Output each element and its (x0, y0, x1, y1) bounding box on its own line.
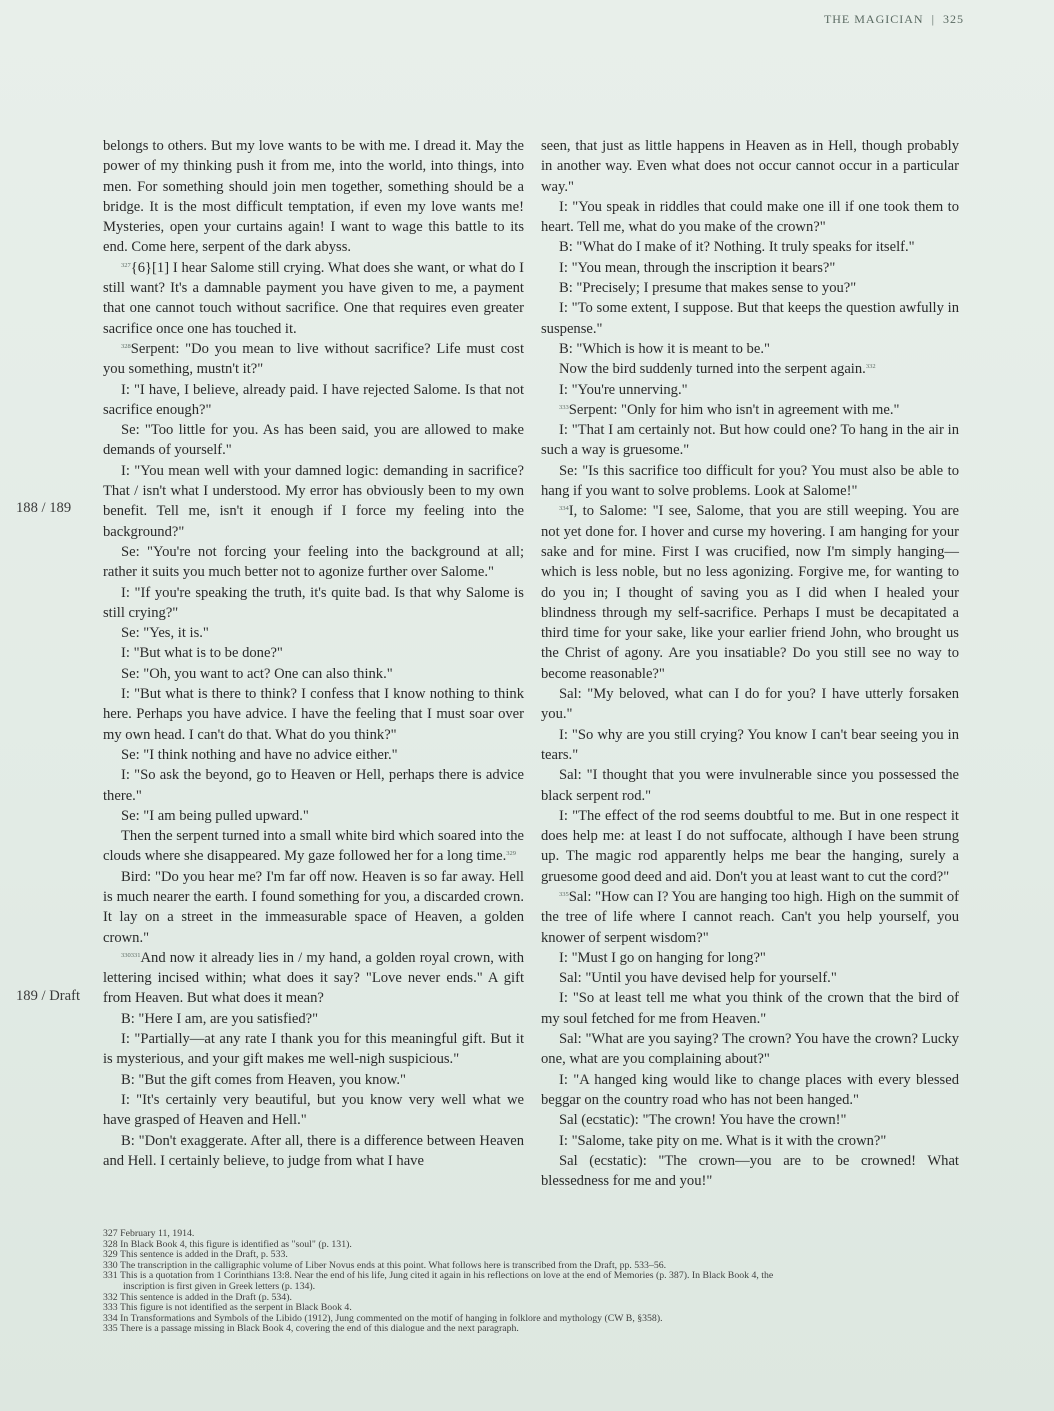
footnote-mark: 329 (506, 850, 516, 858)
paragraph: $^{335}$Sal: "How can I? You are hanging too high. High on the summit of the tree of life where I cannot reach. Can't you help yourself, you knower of serpent wisdom?" (541, 888, 959, 946)
paragraph: I: "Must I go on hanging for long?" (559, 949, 766, 966)
paragraph: I: "To some extent, I suppose. But that keeps the question awfully in suspense." (541, 300, 959, 337)
paragraph: I: "Partially—at any rate I thank you for this meaningful gift. But it is mysterious, and your gift makes me well-nigh suspicious." (103, 1031, 524, 1068)
paragraph: Sal: "I thought that you were invulnerable since you possessed the black serpent rod." (541, 767, 959, 804)
paragraph: I: "If you're speaking the truth, it's quite bad. Is that why Salome is still crying?" (103, 584, 524, 621)
footnote: 327 February 11, 1914. (103, 1228, 195, 1239)
paragraph: I: "But what is there to think? I confess that I know nothing to think here. Perhaps you have advice. I have the feeling that I must soar over my own head. I can't do that. What do you think?" (103, 686, 524, 743)
paragraph: Sal (ecstatic): "The crown! You have the crown!" (559, 1112, 847, 1129)
footnote: 331 This is a quotation from 1 Corinthians 13:8. Near the end of his life, Jung cited it again in his reflections on love at the end of Memories (p. 387). In Black Book 4, the (103, 1270, 774, 1282)
footnote: 334 In Transformations and Symbols of the Libido (1912), Jung commented on the motif of hanging in folklore and mythology (CW B, §358). (103, 1312, 663, 1324)
paragraph: I: "So at least tell me what you think of the crown that the bird of my soul fetched for me from Heaven." (541, 990, 959, 1027)
footnotes (103, 1229, 963, 1335)
paragraph: B: "What do I make of it? Nothing. It truly speaks for itself." (559, 239, 915, 256)
footnote: 329 This sentence is added in the Draft, p. 533. (103, 1249, 288, 1261)
paragraph: Se: "Yes, it is." (121, 625, 209, 642)
paragraph: I: "You speak in riddles that could make one ill if one took them to heart. Tell me, what do you make of the crown?" (541, 198, 959, 236)
paragraph: Se: "I think nothing and have no advice either." (121, 746, 398, 763)
right-text-column (541, 136, 959, 1191)
paragraph: Sal: "My beloved, what can I do for you? I have utterly forsaken you." (541, 686, 959, 723)
footnote: 333 This figure is not identified as the serpent in Black Book 4. (103, 1302, 352, 1314)
footnote-mark: 334 (559, 505, 569, 513)
paragraph: belongs to others. But my love wants to be with me. I dread it. May the power of my thinking push it from me, into the world, into things, into men. For something should join men together, something should be a bridge. It is the most difficult temptation, if even my love wants me! Mysteries, open your curtains again! I want to wage this battle to its end. Come here, serpent of the dark abyss. (103, 138, 524, 256)
paragraph: Now the bird suddenly turned into the serpent again.$^{332}$ (559, 361, 876, 378)
header-separator: | (931, 12, 935, 26)
running-header (824, 12, 964, 27)
paragraph: Se: "You're not forcing your feeling into the background at all; rather it suits you much better not to agonize further over Salome." (103, 543, 524, 581)
paragraph: B: "Here I am, are you satisfied?" (121, 1010, 319, 1027)
margin-page-reference: 188 / 189 (16, 500, 72, 516)
paragraph: I: "It's certainly very beautiful, but you know very well what we have grasped of Heaven and Hell." (103, 1091, 524, 1129)
footnote-mark: 327 (121, 261, 131, 269)
footnote-continuation: inscription is first given in Greek letters (p. 134). (123, 1280, 316, 1292)
footnote-mark: 335 (559, 890, 569, 898)
paragraph: B: "But the gift comes from Heaven, you know." (121, 1071, 406, 1088)
paragraph: I: "The effect of the rod seems doubtful to me. But in one respect it does help me: at least I do not suffocate, although I have been strung up. The magic rod apparently helps me bear the hanging, surely a gruesome good deed and aid. Don't you at least want to cut the cord?" (541, 807, 959, 885)
paragraph: Sal (ecstatic): "The crown—you are to be crowned! What blessedness for me and you!" (541, 1152, 959, 1190)
paragraph: $^{328}$Serpent: "Do you mean to live without sacrifice? Life must cost you something, mustn't it?" (103, 340, 524, 378)
paragraph: I: "So why are you still crying? You know I can't bear seeing you in tears." (541, 726, 959, 763)
paragraph: $^{334}$I, to Salome: "I see, Salome, that you are still weeping. You are not yet done for. I hover and curse my hovering. I am hanging for your sake and for mine. First I was crucified, now I'm simply hanging—which is less noble, but no less agonizing. Forgive me, for wanting to do you in; I thought of saving you as I did when I healed your blindness through my self-sacrifice. Perhaps I must be decapitated a third time for your sake, like your earlier friend John, who brought us the Christ of agony. Are you insatiable? Do you still see no way to become reasonable?" (541, 503, 959, 682)
paragraph: Sal: "What are you saying? The crown? You have the crown? Lucky one, what are you complaining about?" (541, 1031, 959, 1068)
paragraph: B: "Precisely; I presume that makes sense to you?" (559, 280, 857, 297)
paragraph: $^{327}${6}[1] I hear Salome still crying. What does she want, or what do I still want? It's a damnable payment you have given to me, a payment that one cannot touch without sacrifice. One that requires even greater sacrifice once one has touched it. (103, 259, 524, 337)
footnote-mark: 330 (121, 951, 131, 959)
page-number: 325 (943, 12, 964, 26)
paragraph: I: "You mean, through the inscription it bears?" (559, 259, 836, 276)
paragraph: I: "You're unnerving." (559, 381, 688, 398)
paragraph: B: "Which is how it is meant to be." (559, 340, 770, 357)
paragraph: I: "That I am certainly not. But how could one? To hang in the air in such a way is gruesome." (541, 422, 959, 459)
footnote-mark: 331 (130, 951, 141, 959)
paragraph: Then the serpent turned into a small white bird which soared into the clouds where she disappeared. My gaze followed her for a long time.$^{329}$ (103, 828, 524, 865)
paragraph: $^{330331}$And now it already lies in / my hand, a golden royal crown, with lettering incised within; what does it say? "Love never ends." A gift from Heaven. But what does it mean? (103, 949, 524, 1007)
paragraph: Se: "Oh, you want to act? One can also think." (121, 665, 393, 682)
footnote-mark: 332 (865, 363, 876, 371)
paragraph: I: "You mean well with your damned logic: demanding in sacrifice? That / isn't what I understood. My error has obviously been to my own benefit. Tell me, isn't it enough if I force my feeling into the background?" (103, 462, 524, 540)
paragraph: I: "But what is to be done?" (121, 645, 283, 662)
paragraph: I: "Salome, take pity on me. What is it with the crown?" (559, 1132, 887, 1149)
paragraph: Bird: "Do you hear me? I'm far off now. Heaven is so far away. Hell is much nearer the earth. I found something for you, a discarded crown. It lay on a street in the immeasurable space of Heaven, a golden crown." (103, 868, 524, 946)
margin-page-reference: 189 / Draft (16, 988, 81, 1004)
footnote: 328 In Black Book 4, this figure is identified as "soul" (p. 131). (103, 1238, 352, 1250)
footnote-mark: 333 (559, 403, 569, 411)
chapter-title: THE MAGICIAN (823, 12, 924, 26)
paragraph: Se: "I am being pulled upward." (121, 807, 309, 824)
left-text-column (103, 136, 524, 1171)
paragraph: Se: "Too little for you. As has been said, you are allowed to make demands of yourself." (103, 422, 524, 459)
paragraph: B: "Don't exaggerate. After all, there is a difference between Heaven and Hell. I certainly believe, to judge from what I have (103, 1132, 524, 1169)
footnote: 335 There is a passage missing in Black Book 4, covering the end of this dialogue and the next paragraph. (103, 1323, 519, 1335)
paragraph: I: "A hanged king would like to change places with every blessed beggar on the country road who has not been hanged." (541, 1071, 959, 1108)
paragraph: Sal: "Until you have devised help for yourself." (559, 970, 837, 987)
paragraph: Se: "Is this sacrifice too difficult for you? You must also be able to hang if you want to solve problems. Look at Salome!" (541, 462, 959, 500)
paragraph: seen, that just as little happens in Heaven as in Hell, though probably in another way. Even what does not occur cannot occur in a particular way." (541, 138, 959, 195)
footnote-mark: 328 (121, 342, 131, 350)
paragraph: I: "I have, I believe, already paid. I have rejected Salome. Is that not sacrifice enough?" (103, 381, 524, 418)
paragraph: $^{333}$Serpent: "Only for him who isn't in agreement with me." (559, 401, 900, 418)
footnote: 330 The transcription in the calligraphic volume of Liber Novus ends at this point. What follows here is transcribed from the Draft, pp. 533–56. (103, 1259, 667, 1271)
paragraph: I: "So ask the beyond, go to Heaven or Hell, perhaps there is advice there." (103, 767, 524, 804)
footnote: 332 This sentence is added in the Draft (p. 534). (103, 1291, 292, 1303)
